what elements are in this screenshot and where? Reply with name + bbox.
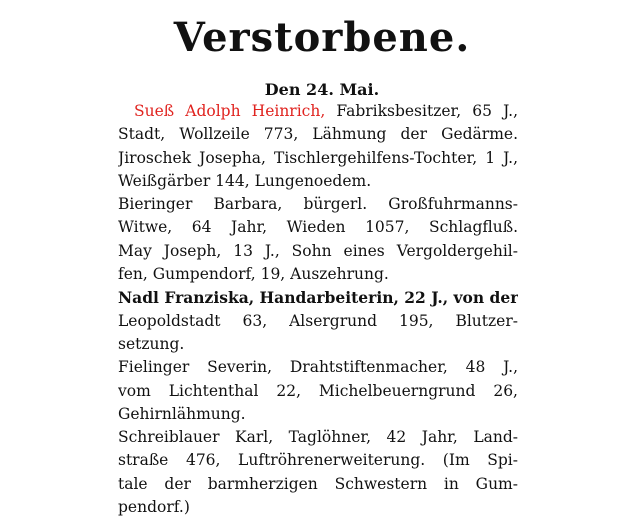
death-notices-list bbox=[118, 100, 518, 519]
death-notice-entry bbox=[118, 193, 518, 240]
person-name: May Joseph, bbox=[118, 241, 222, 260]
entry-line bbox=[118, 356, 518, 379]
entry-text: pendorf.) bbox=[118, 498, 190, 517]
entry-text: setzung. bbox=[118, 334, 185, 353]
death-notice-entry bbox=[118, 240, 518, 287]
entry-line bbox=[118, 240, 518, 263]
entry-line bbox=[118, 263, 518, 286]
entry-line bbox=[118, 216, 518, 239]
entry-line bbox=[118, 403, 518, 426]
entry-text: 13 J., Sohn eines Vergoldergehil- bbox=[221, 241, 518, 260]
entry-text: Drahtstiftenmacher, 48 J., bbox=[272, 358, 518, 377]
date-line: Den 24. Mai. bbox=[264, 80, 380, 99]
entry-line bbox=[118, 170, 518, 193]
entry-text: Weißgärber 144, Lungenoedem. bbox=[118, 171, 372, 190]
entry-line bbox=[118, 193, 518, 216]
person-name: Schreiblauer Karl, bbox=[118, 428, 274, 447]
entry-line bbox=[118, 496, 518, 519]
entry-text: vom Lichtenthal 22, Michelbeuerngrund 26, bbox=[118, 381, 518, 400]
entry-text: Witwe, 64 Jahr, Wieden 1057, Schlagfluß. bbox=[118, 218, 518, 237]
entry-line bbox=[118, 123, 518, 146]
entry-text: Leopoldstadt 63, Alsergrund 195, Blutzer- bbox=[118, 311, 518, 330]
death-notice-entry bbox=[118, 147, 518, 194]
entry-text: fen, Gumpendorf, 19, Auszehrung. bbox=[118, 265, 389, 284]
entry-line bbox=[118, 473, 518, 496]
entry-text: tale der barmherzigen Schwestern in Gum- bbox=[118, 474, 518, 493]
person-name: Fielinger Severin, bbox=[118, 358, 273, 377]
entry-text: bürgerl. Großfuhrmanns- bbox=[282, 195, 518, 214]
highlighted-name: Sueß Adolph Heinrich, bbox=[134, 102, 326, 120]
death-notice-entry bbox=[118, 356, 518, 426]
entry-line bbox=[118, 310, 518, 333]
entry-text: straße 476, Luftröhrenerweiterung. (Im Spi- bbox=[118, 451, 518, 470]
death-notice-entry bbox=[118, 100, 518, 147]
entry-text: Taglöhner, 42 Jahr, Land- bbox=[273, 428, 518, 447]
entry-line bbox=[118, 426, 518, 449]
entry-line bbox=[118, 380, 518, 403]
person-name: Bieringer Barbara, bbox=[118, 195, 283, 214]
entry-text: Tischlergehilfens-Tochter, 1 J., bbox=[265, 148, 518, 167]
entry-line bbox=[118, 100, 518, 123]
death-notice-entry bbox=[118, 286, 518, 356]
entry-text: Fabriksbesitzer, 65 J., bbox=[325, 102, 518, 120]
section-heading: Verstorbene. bbox=[173, 14, 471, 61]
person-name: Nadl Franziska, bbox=[118, 288, 255, 308]
entry-text: Gehirnlähmung. bbox=[118, 404, 246, 423]
entry-line bbox=[118, 333, 518, 356]
person-name: Jiroschek Josepha, bbox=[118, 148, 266, 167]
death-notice-entry bbox=[118, 426, 518, 519]
entry-text: Stadt, Wollzeile 773, Lähmung der Gedärme. bbox=[118, 125, 518, 144]
entry-line bbox=[118, 147, 518, 170]
entry-text: Handarbeiterin, 22 J., von der bbox=[254, 288, 518, 308]
entry-line bbox=[118, 449, 518, 472]
entry-line bbox=[118, 286, 518, 309]
